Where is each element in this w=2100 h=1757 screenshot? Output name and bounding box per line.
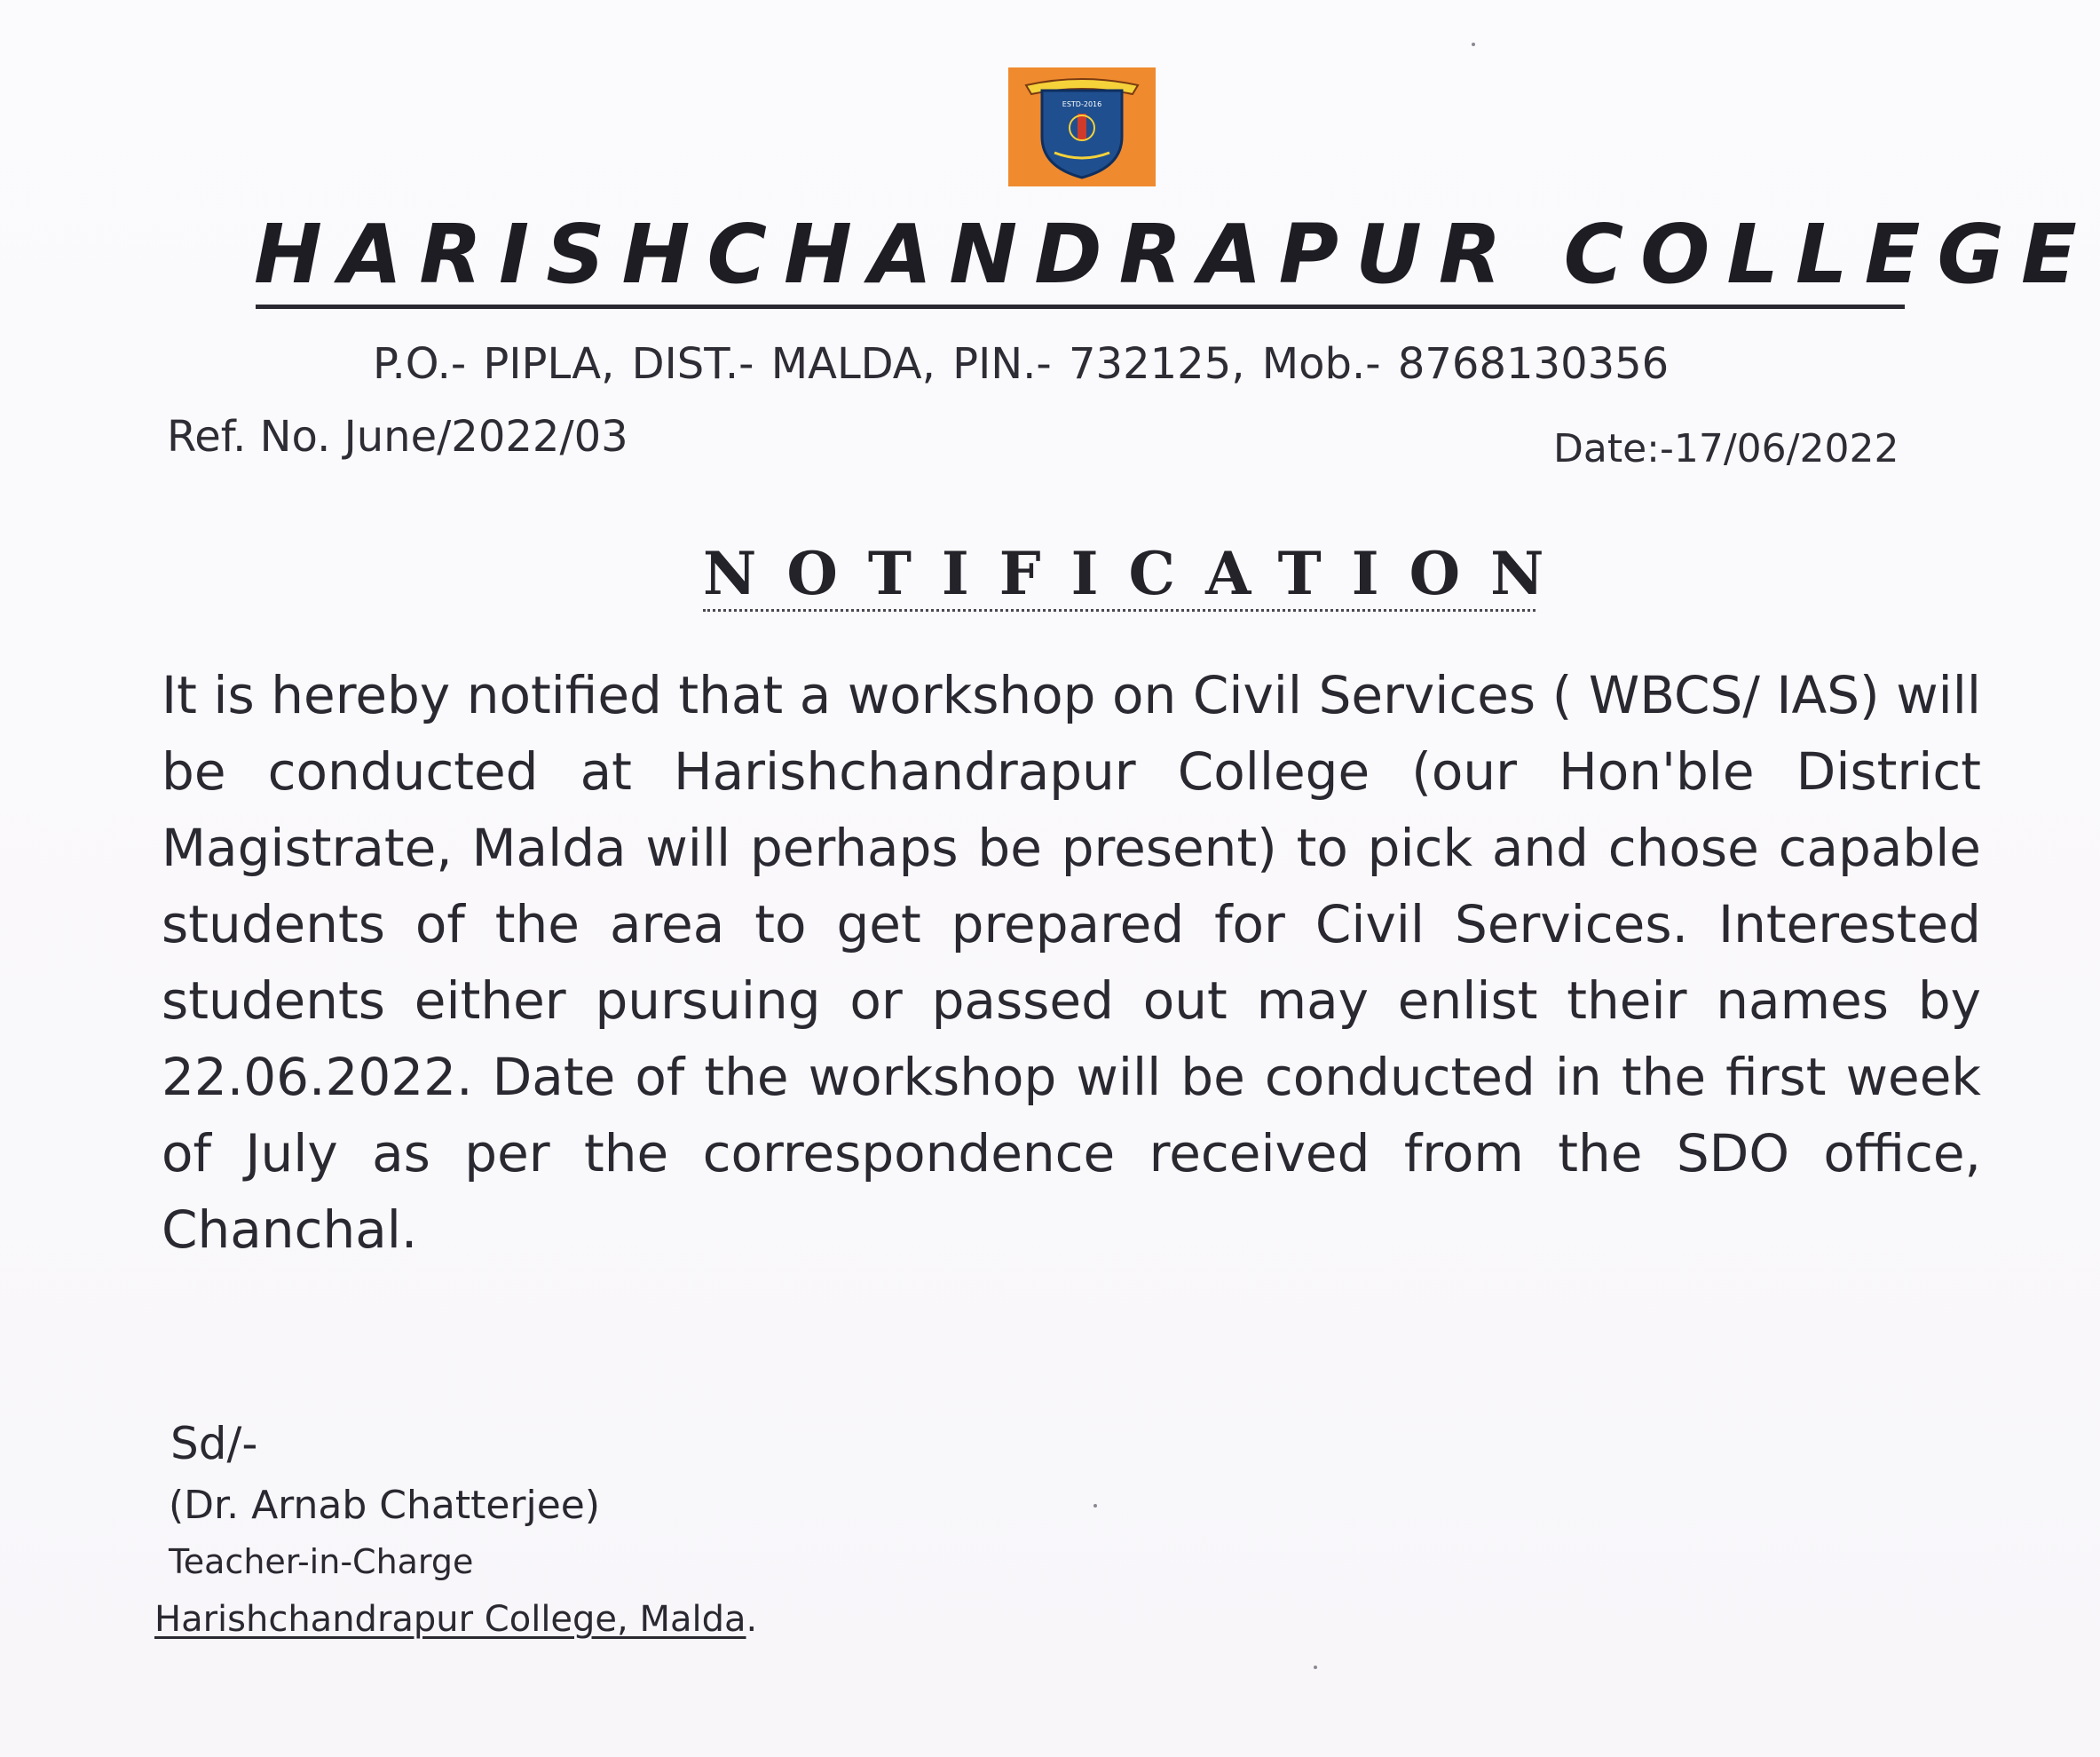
notification-body: It is hereby notified that a workshop on Civil Services ( WBCS/ IAS) will be conducted at Harishchandrapur College (our Hon'ble District Magistrate, Malda will perhaps be present) to pick and chose capable students of the area to get prepared for Civil Services. Interested students either pursuing or passed out may enlist their names by 22.06.2022. Date of the workshop will be conducted in the first week of July as per the correspondence received from the SDO office, Chanchal. (162, 665, 1981, 1260)
college-address: P.O.- PIPLA, DIST.- MALDA, PIN.- 732125, Mob.- 8768130356 (373, 339, 1670, 389)
notification-underline (703, 605, 1536, 612)
reference-number: Ref. No. June/2022/03 (167, 412, 628, 462)
organization-suffix: . (746, 1599, 758, 1640)
signatory-organization (154, 1596, 757, 1642)
signature-mark: Sd/- (170, 1418, 258, 1469)
college-name-underline (256, 305, 1905, 309)
notification-heading: NOTIFICATION (703, 539, 1575, 608)
signatory-name: (Dr. Arnab Chatterjee) (169, 1483, 601, 1528)
organization-name: Harishchandrapur College, Malda (154, 1599, 746, 1640)
college-name: HARISHCHANDRAPUR COLLEGE (254, 207, 2094, 302)
notice-date: Date:-17/06/2022 (1553, 426, 1899, 471)
crest-icon (1008, 67, 1156, 186)
college-logo (1008, 67, 1156, 186)
paper-speck (1472, 43, 1475, 46)
paper-speck (1314, 1666, 1317, 1669)
signatory-title: Teacher-in-Charge (169, 1542, 474, 1581)
paper-speck (1093, 1504, 1097, 1508)
crest-text: ESTD-2016 (1062, 100, 1102, 108)
